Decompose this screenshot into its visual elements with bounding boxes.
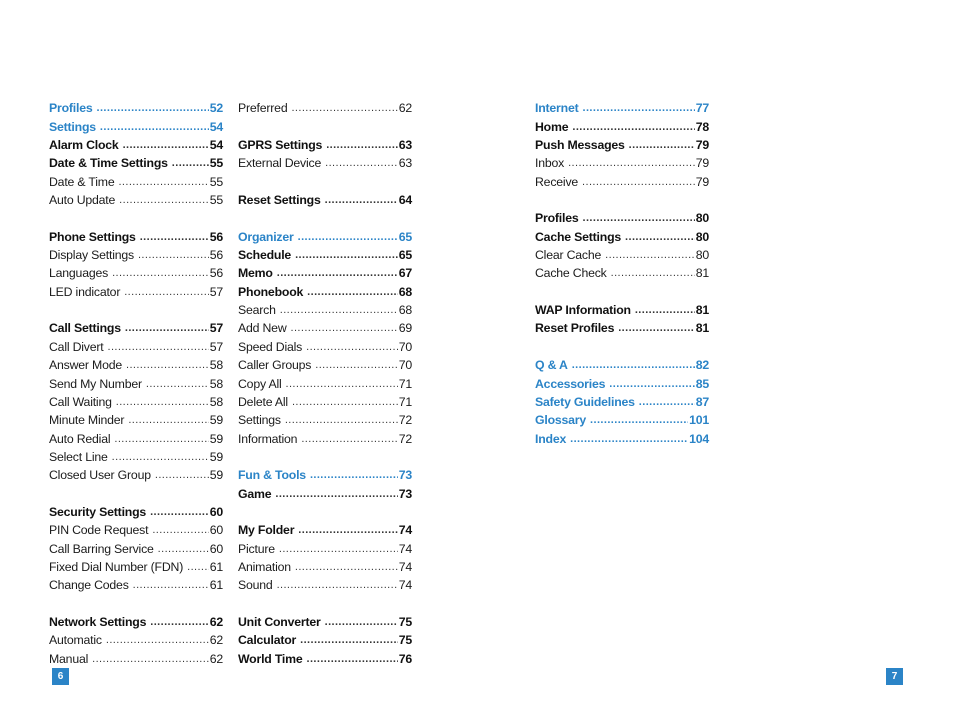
toc-entry-page: 58	[209, 358, 223, 373]
toc-entry[interactable]	[49, 574, 223, 592]
toc-entry[interactable]	[49, 391, 223, 409]
toc-entry-title: My Folder	[238, 523, 295, 538]
toc-entry[interactable]	[238, 317, 412, 335]
toc-entry-page: 70	[398, 358, 412, 373]
toc-leader-dots	[138, 249, 209, 261]
toc-leader-dots	[286, 378, 398, 390]
toc-entry-page: 61	[209, 578, 223, 593]
toc-entry-page: 55	[209, 156, 223, 171]
toc-entry[interactable]	[535, 409, 709, 427]
toc-entry-title: Call Waiting	[49, 394, 112, 409]
toc-leader-dots	[568, 157, 695, 169]
toc-leader-dots	[315, 359, 397, 371]
toc-entry[interactable]	[535, 391, 709, 409]
toc-leader-dots	[306, 341, 398, 353]
page-number-right: 7	[886, 668, 903, 685]
toc-entry-title: Profiles	[535, 211, 579, 226]
toc-entry-page: 85	[695, 376, 709, 391]
toc-entry-title: Organizer	[238, 229, 294, 244]
toc-leader-dots	[307, 286, 398, 298]
page-number-left: 6	[52, 668, 69, 685]
toc-entry-page: 54	[209, 119, 223, 134]
toc-entry[interactable]	[49, 629, 223, 647]
toc-leader-dots	[295, 561, 398, 573]
toc-entry-page: 59	[209, 449, 223, 464]
toc-leader-dots	[108, 341, 209, 353]
toc-leader-dots	[295, 249, 398, 261]
toc-entry-page: 57	[209, 321, 223, 336]
toc-leader-dots	[285, 414, 398, 426]
toc-leader-dots	[123, 139, 209, 151]
toc-entry[interactable]	[238, 280, 412, 298]
toc-entry-title: Caller Groups	[238, 358, 312, 373]
toc-entry[interactable]	[238, 409, 412, 427]
toc-leader-dots	[298, 524, 397, 536]
toc-leader-dots	[572, 359, 695, 371]
toc-entry[interactable]	[238, 629, 412, 647]
toc-entry-page: 59	[209, 431, 223, 446]
toc-leader-dots	[277, 267, 398, 279]
toc-entry-title: Settings	[49, 119, 96, 134]
toc-entry-page: 72	[398, 413, 412, 428]
toc-entry-title: Fun & Tools	[238, 468, 306, 483]
toc-entry-title: LED indicator	[49, 284, 121, 299]
toc-entry-page: 68	[398, 284, 412, 299]
toc-entry[interactable]	[238, 152, 412, 170]
toc-entry-title: Select Line	[49, 449, 108, 464]
toc-entry[interactable]	[49, 556, 223, 574]
toc-leader-dots	[100, 121, 209, 133]
toc-leader-dots	[106, 634, 209, 646]
toc-leader-dots	[280, 304, 398, 316]
toc-entry-title: Memo	[238, 266, 273, 281]
toc-entry[interactable]	[49, 317, 223, 335]
toc-entry[interactable]	[238, 225, 412, 243]
toc-leader-dots	[639, 396, 695, 408]
toc-entry-page: 59	[209, 468, 223, 483]
toc-leader-dots	[605, 249, 695, 261]
toc-entry-page: 78	[695, 119, 709, 134]
toc-leader-dots	[325, 194, 398, 206]
toc-entry-title: Search	[238, 303, 276, 318]
toc-entry[interactable]	[49, 372, 223, 390]
toc-entry-title: World Time	[238, 651, 303, 666]
toc-entry-page: 60	[209, 541, 223, 556]
toc-entry-title: Auto Redial	[49, 431, 111, 446]
toc-entry-title: Profiles	[49, 101, 93, 116]
toc-entry-title: Picture	[238, 541, 275, 556]
toc-leader-dots	[570, 433, 688, 445]
toc-entry-title: Animation	[238, 559, 291, 574]
toc-entry-title: Index	[535, 431, 567, 446]
toc-entry-page: 74	[398, 559, 412, 574]
toc-entry-page: 69	[398, 321, 412, 336]
toc-entry-title: Internet	[535, 101, 579, 116]
toc-entry-title: External Device	[238, 156, 322, 171]
toc-leader-dots	[635, 304, 695, 316]
toc-entry-title: Delete All	[238, 394, 288, 409]
toc-entry-page: 79	[695, 138, 709, 153]
toc-entry-title: Alarm Clock	[49, 138, 119, 153]
toc-entry-page: 71	[398, 376, 412, 391]
toc-entry-page: 65	[398, 229, 412, 244]
toc-entry-title: Calculator	[238, 633, 297, 648]
toc-entry-page: 62	[398, 101, 412, 116]
toc-entry[interactable]	[535, 317, 709, 335]
toc-leader-dots	[325, 157, 398, 169]
toc-leader-dots	[112, 451, 209, 463]
toc-entry-title: Schedule	[238, 248, 292, 263]
toc-leader-dots	[583, 212, 695, 224]
toc-entry-page: 52	[209, 101, 223, 116]
toc-entry-title: Preferred	[238, 101, 288, 116]
toc-entry-page: 57	[209, 339, 223, 354]
toc-leader-dots	[118, 176, 208, 188]
toc-entry-title: Cache Check	[535, 266, 607, 281]
toc-entry[interactable]	[238, 97, 412, 115]
toc-entry-page: 64	[398, 193, 412, 208]
toc-entry-page: 56	[209, 266, 223, 281]
toc-leader-dots	[140, 231, 209, 243]
toc-entry-title: Date & Time	[49, 174, 115, 189]
toc-entry-page: 74	[398, 523, 412, 538]
toc-leader-dots	[146, 378, 209, 390]
toc-entry-title: Display Settings	[49, 248, 134, 263]
toc-entry[interactable]	[49, 225, 223, 243]
toc-entry-page: 56	[209, 248, 223, 263]
toc-leader-dots	[291, 102, 397, 114]
toc-entry-page: 79	[695, 174, 709, 189]
toc-entry[interactable]	[49, 354, 223, 372]
toc-entry[interactable]	[238, 556, 412, 574]
toc-entry[interactable]	[238, 354, 412, 372]
toc-entry-page: 79	[695, 156, 709, 171]
toc-entry[interactable]	[238, 299, 412, 317]
toc-leader-dots	[325, 616, 398, 628]
toc-leader-dots	[150, 506, 209, 518]
toc-leader-dots	[125, 322, 209, 334]
toc-entry[interactable]	[238, 262, 412, 280]
toc-entry-title: Unit Converter	[238, 614, 321, 629]
toc-entry-page: 74	[398, 541, 412, 556]
toc-leader-dots	[625, 231, 695, 243]
toc-entry[interactable]	[535, 244, 709, 262]
toc-leader-dots	[609, 378, 694, 390]
toc-entry-title: WAP Information	[535, 303, 631, 318]
toc-entry-page: 65	[398, 248, 412, 263]
toc-column-1	[49, 97, 223, 666]
toc-entry-title: Safety Guidelines	[535, 394, 635, 409]
toc-leader-dots	[590, 414, 688, 426]
toc-entry[interactable]	[49, 611, 223, 629]
toc-entry-title: Manual	[49, 651, 89, 666]
toc-entry[interactable]	[238, 647, 412, 665]
toc-entry-title: GPRS Settings	[238, 138, 323, 153]
toc-entry[interactable]	[535, 225, 709, 243]
toc-leader-dots	[187, 561, 209, 573]
toc-leader-dots	[133, 579, 209, 591]
toc-leader-dots	[582, 176, 695, 188]
toc-entry[interactable]	[49, 647, 223, 665]
toc-entry[interactable]	[535, 115, 709, 133]
toc-entry[interactable]	[49, 97, 223, 115]
toc-entry-page: 80	[695, 211, 709, 226]
toc-leader-dots	[152, 524, 208, 536]
toc-entry-title: Speed Dials	[238, 339, 303, 354]
toc-entry[interactable]	[535, 372, 709, 390]
toc-entry-title: Security Settings	[49, 504, 147, 519]
toc-entry[interactable]	[238, 189, 412, 207]
toc-entry-page: 55	[209, 193, 223, 208]
toc-entry-title: Closed User Group	[49, 468, 151, 483]
toc-entry-title: Fixed Dial Number (FDN)	[49, 559, 184, 574]
toc-entry-page: 58	[209, 376, 223, 391]
toc-entry[interactable]	[535, 134, 709, 152]
toc-entry-title: Languages	[49, 266, 109, 281]
toc-entry-page: 75	[398, 633, 412, 648]
toc-leader-dots	[618, 322, 695, 334]
toc-leader-dots	[112, 267, 209, 279]
toc-entry[interactable]	[535, 427, 709, 445]
toc-entry-page: 60	[209, 504, 223, 519]
toc-entry-page: 60	[209, 523, 223, 538]
toc-entry[interactable]	[49, 335, 223, 353]
toc-entry[interactable]	[238, 391, 412, 409]
toc-entry-page: 81	[695, 266, 709, 281]
toc-entry-page: 82	[695, 358, 709, 373]
toc-entry-page: 74	[398, 578, 412, 593]
toc-leader-dots	[277, 579, 398, 591]
toc-leader-dots	[583, 102, 695, 114]
toc-entry[interactable]	[49, 280, 223, 298]
toc-entry[interactable]	[49, 152, 223, 170]
toc-entry-page: 63	[398, 138, 412, 153]
toc-leader-dots	[128, 414, 208, 426]
toc-entry-page: 71	[398, 394, 412, 409]
toc-entry[interactable]	[49, 409, 223, 427]
toc-entry[interactable]	[238, 335, 412, 353]
toc-entry[interactable]	[49, 427, 223, 445]
toc-entry-page: 63	[398, 156, 412, 171]
toc-entry-title: Answer Mode	[49, 358, 122, 373]
toc-leader-dots	[279, 543, 398, 555]
toc-entry-title: Glossary	[535, 413, 587, 428]
toc-entry[interactable]	[238, 537, 412, 555]
toc-entry-title: Send My Number	[49, 376, 142, 391]
toc-entry-page: 62	[209, 633, 223, 648]
toc-leader-dots	[124, 286, 209, 298]
toc-column-2	[238, 97, 412, 666]
toc-entry[interactable]	[238, 519, 412, 537]
toc-leader-dots	[150, 616, 208, 628]
toc-leader-dots	[114, 433, 208, 445]
toc-entry[interactable]	[535, 152, 709, 170]
toc-entry-title: Home	[535, 119, 569, 134]
toc-entry-page: 104	[689, 431, 709, 446]
toc-entry-title: Accessories	[535, 376, 606, 391]
toc-leader-dots	[158, 543, 209, 555]
toc-entry-page: 73	[398, 486, 412, 501]
toc-leader-dots	[298, 231, 398, 243]
toc-leader-dots	[92, 653, 209, 665]
toc-leader-dots	[126, 359, 209, 371]
toc-entry-title: Sound	[238, 578, 273, 593]
toc-entry[interactable]	[535, 207, 709, 225]
toc-entry-page: 77	[695, 101, 709, 116]
toc-leader-dots	[155, 469, 209, 481]
toc-entry-title: Reset Settings	[238, 193, 321, 208]
toc-entry[interactable]	[49, 501, 223, 519]
toc-entry[interactable]	[535, 170, 709, 188]
toc-entry[interactable]	[49, 170, 223, 188]
toc-leader-dots	[291, 322, 398, 334]
toc-entry-page: 101	[689, 413, 709, 428]
toc-entry-title: Copy All	[238, 376, 282, 391]
toc-entry-page: 58	[209, 394, 223, 409]
toc-leader-dots	[629, 139, 695, 151]
toc-entry-page: 67	[398, 266, 412, 281]
toc-entry-title: Game	[238, 486, 272, 501]
toc-entry-page: 70	[398, 339, 412, 354]
toc-entry[interactable]	[49, 519, 223, 537]
toc-entry-title: Call Settings	[49, 321, 121, 336]
toc-entry[interactable]	[238, 574, 412, 592]
toc-leader-dots	[97, 102, 209, 114]
toc-entry[interactable]	[238, 482, 412, 500]
toc-entry-page: 76	[398, 651, 412, 666]
toc-entry[interactable]	[238, 427, 412, 445]
toc-entry-page: 62	[209, 614, 223, 629]
toc-entry-title: Call Divert	[49, 339, 104, 354]
toc-entry-title: Information	[238, 431, 298, 446]
toc-entry[interactable]	[535, 97, 709, 115]
toc-entry[interactable]	[49, 262, 223, 280]
toc-entry[interactable]	[535, 354, 709, 372]
toc-entry-title: Inbox	[535, 156, 565, 171]
toc-entry[interactable]	[49, 189, 223, 207]
toc-entry-title: Settings	[238, 413, 281, 428]
toc-entry[interactable]	[238, 372, 412, 390]
toc-entry-title: Call Barring Service	[49, 541, 154, 556]
toc-entry[interactable]	[238, 464, 412, 482]
toc-entry-page: 56	[209, 229, 223, 244]
toc-leader-dots	[307, 653, 398, 665]
toc-entry[interactable]	[49, 537, 223, 555]
toc-entry[interactable]	[49, 115, 223, 133]
toc-entry[interactable]	[535, 299, 709, 317]
toc-entry-title: Minute Minder	[49, 413, 125, 428]
toc-entry-page: 59	[209, 413, 223, 428]
toc-entry-page: 81	[695, 303, 709, 318]
toc-entry[interactable]	[49, 446, 223, 464]
toc-entry-title: PIN Code Request	[49, 523, 149, 538]
toc-entry-page: 54	[209, 138, 223, 153]
toc-entry-page: 57	[209, 284, 223, 299]
toc-entry-page: 73	[398, 468, 412, 483]
toc-entry-title: Clear Cache	[535, 248, 602, 263]
toc-entry[interactable]	[49, 244, 223, 262]
toc-leader-dots	[572, 121, 694, 133]
toc-entry-page: 87	[695, 394, 709, 409]
toc-entry-title: Receive	[535, 174, 579, 189]
toc-entry[interactable]	[535, 262, 709, 280]
toc-leader-dots	[116, 396, 209, 408]
toc-leader-dots	[275, 488, 397, 500]
toc-entry-title: Cache Settings	[535, 229, 622, 244]
toc-entry-title: Change Codes	[49, 578, 129, 593]
toc-entry-title: Network Settings	[49, 614, 147, 629]
toc-entry[interactable]	[238, 611, 412, 629]
toc-entry-page: 62	[209, 651, 223, 666]
toc-entry-title: Date & Time Settings	[49, 156, 168, 171]
toc-entry[interactable]	[238, 244, 412, 262]
toc-leader-dots	[326, 139, 398, 151]
toc-leader-dots	[292, 396, 398, 408]
toc-leader-dots	[611, 267, 695, 279]
toc-entry[interactable]	[238, 134, 412, 152]
toc-leader-dots	[310, 469, 398, 481]
toc-leader-dots	[119, 194, 209, 206]
toc-entry[interactable]	[49, 134, 223, 152]
toc-entry-title: Add New	[238, 321, 287, 336]
toc-entry-page: 80	[695, 248, 709, 263]
toc-entry-title: Push Messages	[535, 138, 625, 153]
toc-entry-title: Phone Settings	[49, 229, 136, 244]
toc-entry-page: 81	[695, 321, 709, 336]
toc-column-3	[535, 97, 709, 446]
toc-entry-page: 61	[209, 559, 223, 574]
toc-leader-dots	[301, 433, 397, 445]
toc-entry-title: Reset Profiles	[535, 321, 615, 336]
toc-entry-title: Auto Update	[49, 193, 116, 208]
toc-entry-title: Phonebook	[238, 284, 304, 299]
toc-entry-page: 75	[398, 614, 412, 629]
toc-entry-page: 68	[398, 303, 412, 318]
toc-entry-page: 55	[209, 174, 223, 189]
toc-entry-page: 80	[695, 229, 709, 244]
toc-entry[interactable]	[49, 464, 223, 482]
toc-leader-dots	[300, 634, 398, 646]
toc-entry-title: Q & A	[535, 358, 568, 373]
toc-leader-dots	[172, 157, 209, 169]
toc-entry-page: 72	[398, 431, 412, 446]
toc-entry-title: Automatic	[49, 633, 102, 648]
